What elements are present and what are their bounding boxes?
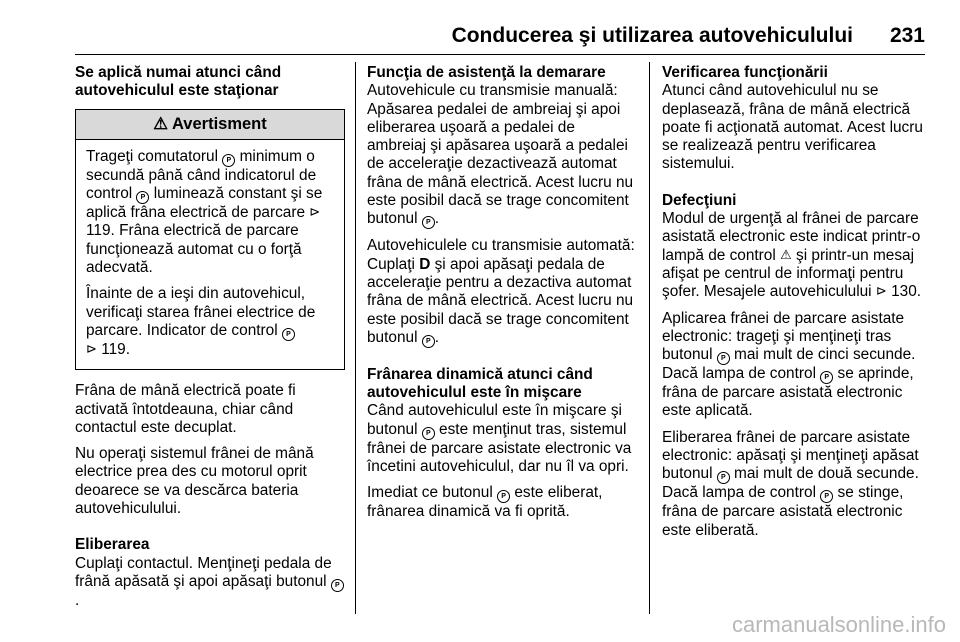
parking-brake-icon: P [222, 154, 235, 167]
parking-brake-icon: P [282, 328, 295, 341]
brake-fault-icon: ⚠ [780, 246, 792, 262]
parking-brake-icon: P [820, 490, 833, 503]
warning-box [75, 109, 345, 371]
warning-paragraph: Trageţi comutatorul P minimum o secundă până când indicatorul de control P luminează constant şi se aplică frâna electrică de parcare ⊳ 119. Frâna electrică de parcare funcţionează automat cu o forţă adecvată. [86, 147, 323, 277]
parking-brake-icon: P [136, 191, 149, 204]
column-divider [355, 62, 356, 614]
parking-brake-icon: P [820, 371, 833, 384]
paragraph: Autovehiculele cu transmisie automată: Cuplaţi D şi apoi apăsaţi pedala de acceleraţie pentru a dezactiva automat frâna de mână electrică. Acest lucru nu este posibil dacă se trage concomitent butonul P . [367, 237, 635, 346]
paragraph: Atunci când autovehiculul nu se deplasează, frâna de mână electrică poate fi acţionată automat. Acest lucru se realizează pentru verificarea sistemului. [662, 82, 923, 173]
parking-brake-icon: P [422, 216, 435, 229]
warning-triangle-icon: ⚠ [153, 114, 169, 133]
warning-header [76, 110, 344, 140]
section-heading: Verificarea funcţionării [662, 64, 828, 81]
page-header [75, 24, 925, 52]
paragraph: Nu operaţi sistemul frânei de mână electrice prea des cu motorul oprit deoarece se va descărca bateria autovehiculului. [75, 445, 314, 518]
paragraph: Când autovehiculul este în mişcare şi butonul P este menţinut tras, sistemul frânei de parcare asistate electronic va încetini autovehiculul, dar nu îl va opri. [367, 402, 632, 476]
column-right [662, 64, 930, 548]
paragraph: Imediat ce butonul P este eliberat, frânarea dinamică va fi oprită. [367, 484, 603, 521]
paragraph: Frâna de mână electrică poate fi activată întotdeauna, chiar când contactul este decuplat. [75, 382, 296, 436]
header-rule [75, 54, 925, 55]
arrow-right-icon: ⊳ [875, 283, 887, 299]
section-heading: Funcţia de asistenţă la demarare [367, 64, 606, 81]
warning-title: Avertisment [172, 114, 267, 133]
arrow-right-icon: ⊳ [86, 340, 97, 356]
warning-paragraph: Înainte de a ieşi din autovehicul, verificaţi starea frânei electrice de parcare. Indicator de control P ⊳ 119. [86, 285, 316, 358]
watermark: carmanualsonline.info [731, 612, 946, 637]
paragraph: Aplicarea frânei de parcare asistate electronic: trageţi şi menţineţi tras butonul P mai mult de cinci secunde. Dacă lampa de control P se aprinde, frâna de parcare asistată electronic este aplicată. [662, 309, 916, 420]
paragraph: Autovehicule cu transmisie manuală: Apăsarea pedalei de ambreiaj şi apoi eliberarea uşoară a pedalei de ambreiaj şi apăsarea uşoară a pedalei de acceleraţie dezactivează automat frâna de mână electrică. Acest lucru nu este posibil dacă se trage concomitent butonul P . [367, 82, 634, 228]
column-divider [649, 62, 650, 614]
gear-d-label: D [419, 255, 431, 273]
paragraph: Modul de urgenţă al frânei de parcare asistată electronic este indicat printr-o lampă de control ⚠ şi printr-un mesaj afişat pe centrul de informaţi pentru şofer. Mesajele autovehiculului ⊳ 130. [662, 210, 922, 301]
page-number: 231 [889, 24, 925, 47]
parking-brake-icon: P [497, 490, 510, 503]
parking-brake-icon: P [717, 352, 730, 365]
paragraph: Cuplaţi contactul. Menţineţi pedala de frână apăsată şi apoi apăsaţi butonul P. [75, 555, 345, 611]
arrow-right-icon: ⊳ [309, 204, 321, 220]
section-heading: Defecţiuni [662, 191, 737, 209]
warning-body [76, 140, 344, 369]
parking-brake-icon: P [717, 471, 730, 484]
page-title: Conducerea şi utilizarea autovehiculului [451, 24, 853, 47]
parking-brake-icon: P [422, 427, 435, 440]
section-heading: Frânarea dinamică atunci când autovehiculul este în mişcare [367, 365, 593, 402]
column-left [75, 64, 345, 618]
column-middle [367, 64, 637, 530]
parking-brake-icon: P [331, 579, 344, 592]
section-heading: Se aplică numai atunci când autovehiculul este staţionar [75, 64, 282, 100]
parking-brake-icon: P [422, 335, 435, 348]
paragraph: Eliberarea frânei de parcare asistate electronic: apăsaţi şi menţineţi apăsat butonul P mai mult de două secunde. Dacă lampa de control P se stinge, frâna de parcare asistată electronic este eliberată. [662, 428, 919, 539]
section-heading: Eliberarea [75, 536, 150, 554]
